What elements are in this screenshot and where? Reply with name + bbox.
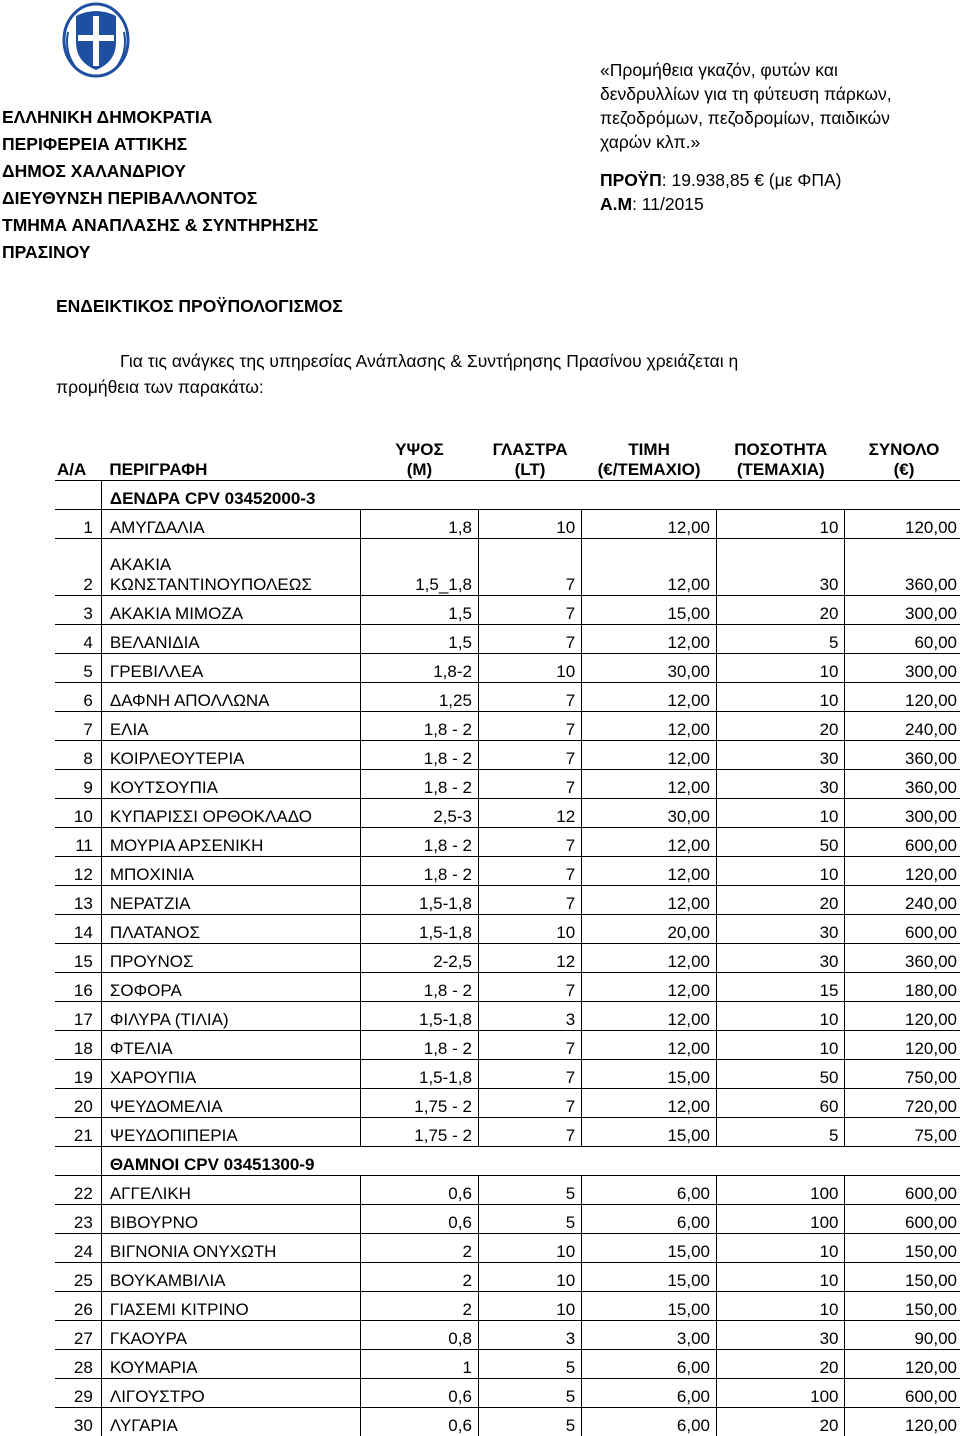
item-total: 120,00	[845, 510, 960, 539]
org-line: ΕΛΛΗΝΙΚΗ ΔΗΜΟΚΡΑΤΙΑ	[2, 104, 318, 131]
item-height: 1,8	[360, 510, 478, 539]
item-height: 1,5-1,8	[360, 886, 478, 915]
intro-line-2: προμήθεια των παρακάτω:	[56, 374, 916, 400]
item-pot: 5	[478, 1205, 581, 1234]
table-row	[55, 1002, 960, 1031]
item-total: 720,00	[845, 1089, 960, 1118]
table-row	[55, 1031, 960, 1060]
item-description: ΨΕΥΔΟΜΕΛΙΑ	[101, 1089, 360, 1118]
item-description: ΚΥΠΑΡΙΣΣΙ ΟΡΘΟΚΛΑΔΟ	[101, 799, 360, 828]
item-price: 6,00	[582, 1408, 717, 1436]
item-quantity: 10	[716, 683, 845, 712]
project-budget	[600, 168, 930, 192]
item-quantity: 20	[716, 886, 845, 915]
item-price: 15,00	[582, 1234, 717, 1263]
table-row	[55, 857, 960, 886]
item-number: 12	[55, 857, 101, 886]
item-height: 0,8	[360, 1321, 478, 1350]
header-quantity: ΠΟΣΟΤΗΤΑ (ΤΕΜΑΧΙΑ)	[716, 424, 845, 481]
header-pot: ΓΛΑΣΤΡΑ (LT)	[478, 424, 581, 481]
table-row	[55, 1205, 960, 1234]
item-price: 15,00	[582, 1292, 717, 1321]
item-total: 120,00	[845, 1002, 960, 1031]
item-pot: 5	[478, 1379, 581, 1408]
item-total: 300,00	[845, 799, 960, 828]
table-row	[55, 915, 960, 944]
item-height: 1,5	[360, 596, 478, 625]
intro-text	[56, 348, 916, 400]
item-total: 90,00	[845, 1321, 960, 1350]
table-row	[55, 596, 960, 625]
item-total: 180,00	[845, 973, 960, 1002]
item-description: ΓΙΑΣΕΜΙ ΚΙΤΡΙΝΟ	[101, 1292, 360, 1321]
item-pot: 10	[478, 1263, 581, 1292]
item-description: ΕΛΙΑ	[101, 712, 360, 741]
item-total: 120,00	[845, 683, 960, 712]
item-total: 120,00	[845, 1350, 960, 1379]
item-description: ΣΟΦΟΡΑ	[101, 973, 360, 1002]
item-description: ΧΑΡΟΥΠΙΑ	[101, 1060, 360, 1089]
table-row	[55, 539, 960, 596]
item-quantity: 10	[716, 799, 845, 828]
table-row	[55, 1263, 960, 1292]
item-price: 12,00	[582, 741, 717, 770]
item-number: 27	[55, 1321, 101, 1350]
item-number: 1	[55, 510, 101, 539]
item-number: 13	[55, 886, 101, 915]
item-price: 15,00	[582, 1060, 717, 1089]
header-total: ΣΥΝΟΛΟ (€)	[845, 424, 960, 481]
item-total: 240,00	[845, 712, 960, 741]
item-quantity: 10	[716, 1031, 845, 1060]
page-heading: ΕΝΔΕΙΚΤΙΚΟΣ ΠΡΟΫΠΟΛΟΓΙΣΜΟΣ	[56, 296, 343, 317]
item-total: 360,00	[845, 539, 960, 596]
item-quantity: 10	[716, 1292, 845, 1321]
item-height: 1,5-1,8	[360, 1060, 478, 1089]
item-quantity: 15	[716, 973, 845, 1002]
item-number: 9	[55, 770, 101, 799]
item-price: 12,00	[582, 1089, 717, 1118]
item-description: ΛΥΓΑΡΙΑ	[101, 1408, 360, 1436]
item-quantity: 100	[716, 1379, 845, 1408]
item-description: ΦΙΛΥΡΑ (ΤΙΛΙΑ)	[101, 1002, 360, 1031]
item-total: 360,00	[845, 741, 960, 770]
item-price: 12,00	[582, 857, 717, 886]
item-price: 12,00	[582, 712, 717, 741]
header-description: ΠΕΡΙΓΡΑΦΗ	[101, 424, 360, 481]
category-aa-cell	[55, 1147, 101, 1176]
item-price: 12,00	[582, 1031, 717, 1060]
item-number: 22	[55, 1176, 101, 1205]
table-row	[55, 828, 960, 857]
item-price: 12,00	[582, 944, 717, 973]
item-price: 3,00	[582, 1321, 717, 1350]
item-quantity: 20	[716, 596, 845, 625]
item-total: 120,00	[845, 857, 960, 886]
item-description: ΒΙΒΟΥΡΝΟ	[101, 1205, 360, 1234]
org-line: ΠΡΑΣΙΝΟΥ	[2, 239, 318, 266]
item-description: ΜΟΥΡΙΑ ΑΡΣΕΝΙΚΗ	[101, 828, 360, 857]
item-height: 1,5-1,8	[360, 915, 478, 944]
item-number: 15	[55, 944, 101, 973]
category-label: ΔΕΝΔΡΑ CPV 03452000-3	[101, 481, 960, 510]
item-pot: 7	[478, 1060, 581, 1089]
table-row	[55, 1292, 960, 1321]
item-total: 300,00	[845, 654, 960, 683]
item-height: 1	[360, 1350, 478, 1379]
item-height: 1,8-2	[360, 654, 478, 683]
item-total: 600,00	[845, 915, 960, 944]
item-height: 1,25	[360, 683, 478, 712]
item-quantity: 30	[716, 1321, 845, 1350]
item-price: 6,00	[582, 1379, 717, 1408]
budget-label: ΠΡΟΫΠ	[600, 170, 662, 190]
item-total: 150,00	[845, 1292, 960, 1321]
item-number: 24	[55, 1234, 101, 1263]
item-pot: 7	[478, 886, 581, 915]
item-total: 120,00	[845, 1408, 960, 1436]
item-total: 60,00	[845, 625, 960, 654]
budget-value: : 19.938,85 € (με ΦΠΑ)	[662, 170, 842, 190]
project-block	[600, 58, 930, 216]
item-pot: 7	[478, 683, 581, 712]
item-number: 8	[55, 741, 101, 770]
item-price: 12,00	[582, 683, 717, 712]
table-row	[55, 625, 960, 654]
item-description: ΔΑΦΝΗ ΑΠΟΛΛΩΝΑ	[101, 683, 360, 712]
item-number: 4	[55, 625, 101, 654]
item-price: 6,00	[582, 1176, 717, 1205]
item-price: 15,00	[582, 1118, 717, 1147]
item-quantity: 30	[716, 770, 845, 799]
item-price: 12,00	[582, 625, 717, 654]
item-number: 5	[55, 654, 101, 683]
item-description: ΚΟΥΤΣΟΥΠΙΑ	[101, 770, 360, 799]
table-row	[55, 683, 960, 712]
item-price: 6,00	[582, 1350, 717, 1379]
item-quantity: 50	[716, 1060, 845, 1089]
item-quantity: 10	[716, 857, 845, 886]
org-line: ΔΗΜΟΣ ΧΑΛΑΝΔΡΙΟΥ	[2, 158, 318, 185]
intro-line-1: Για τις ανάγκες της υπηρεσίας Ανάπλασης & Συντήρησης Πρασίνου χρειάζεται η	[56, 348, 916, 374]
item-total: 300,00	[845, 596, 960, 625]
table-row	[55, 1234, 960, 1263]
item-description: ΓΚΑΟΥΡΑ	[101, 1321, 360, 1350]
item-height: 2-2,5	[360, 944, 478, 973]
item-pot: 10	[478, 1292, 581, 1321]
am-label: Α.Μ	[600, 194, 632, 214]
item-description: ΒΟΥΚΑΜΒΙΛΙΑ	[101, 1263, 360, 1292]
item-description: ΠΛΑΤΑΝΟΣ	[101, 915, 360, 944]
greek-coat-of-arms-icon	[62, 2, 130, 78]
item-quantity: 30	[716, 539, 845, 596]
item-number: 23	[55, 1205, 101, 1234]
item-quantity: 5	[716, 1118, 845, 1147]
item-description: ΜΠΟΧΙΝΙΑ	[101, 857, 360, 886]
table-header-row	[55, 424, 960, 481]
item-total: 750,00	[845, 1060, 960, 1089]
item-height: 1,8 - 2	[360, 712, 478, 741]
item-pot: 7	[478, 625, 581, 654]
item-total: 360,00	[845, 944, 960, 973]
item-number: 21	[55, 1118, 101, 1147]
item-height: 2	[360, 1292, 478, 1321]
item-pot: 7	[478, 857, 581, 886]
table-row	[55, 886, 960, 915]
item-height: 1,8 - 2	[360, 741, 478, 770]
category-row	[55, 481, 960, 510]
table-row	[55, 1321, 960, 1350]
item-height: 2,5-3	[360, 799, 478, 828]
item-pot: 3	[478, 1002, 581, 1031]
item-number: 28	[55, 1350, 101, 1379]
item-height: 1,8 - 2	[360, 1031, 478, 1060]
item-description: ΒΙΓΝΟΝΙΑ ΟΝΥΧΩΤΗ	[101, 1234, 360, 1263]
item-height: 1,5-1,8	[360, 1002, 478, 1031]
item-price: 12,00	[582, 770, 717, 799]
item-number: 17	[55, 1002, 101, 1031]
item-quantity: 10	[716, 510, 845, 539]
item-price: 12,00	[582, 886, 717, 915]
item-price: 12,00	[582, 828, 717, 857]
item-height: 0,6	[360, 1176, 478, 1205]
header-price: ΤΙΜΗ (€/ΤΕΜΑΧΙΟ)	[582, 424, 717, 481]
item-pot: 10	[478, 915, 581, 944]
item-quantity: 10	[716, 1263, 845, 1292]
item-price: 12,00	[582, 973, 717, 1002]
item-quantity: 100	[716, 1176, 845, 1205]
table-row	[55, 770, 960, 799]
item-pot: 5	[478, 1350, 581, 1379]
item-price: 12,00	[582, 539, 717, 596]
table-row	[55, 1118, 960, 1147]
item-height: 1,8 - 2	[360, 857, 478, 886]
item-pot: 7	[478, 539, 581, 596]
item-pot: 7	[478, 1089, 581, 1118]
item-pot: 7	[478, 1118, 581, 1147]
item-height: 2	[360, 1234, 478, 1263]
budget-table	[55, 424, 960, 1436]
item-number: 20	[55, 1089, 101, 1118]
item-price: 6,00	[582, 1205, 717, 1234]
description-line-2: ΚΩΝΣΤΑΝΤΙΝΟΥΠΟΛΕΩΣ	[110, 575, 358, 595]
item-pot: 7	[478, 1031, 581, 1060]
item-total: 600,00	[845, 1176, 960, 1205]
item-number: 19	[55, 1060, 101, 1089]
item-pot: 7	[478, 973, 581, 1002]
item-price: 30,00	[582, 654, 717, 683]
item-description: ΨΕΥΔΟΠΙΠΕΡΙΑ	[101, 1118, 360, 1147]
item-quantity: 60	[716, 1089, 845, 1118]
item-total: 150,00	[845, 1263, 960, 1292]
table-row	[55, 1060, 960, 1089]
item-height: 1,8 - 2	[360, 828, 478, 857]
item-total: 600,00	[845, 828, 960, 857]
item-number: 25	[55, 1263, 101, 1292]
item-description: ΒΕΛΑΝΙΔΙΑ	[101, 625, 360, 654]
item-quantity: 30	[716, 944, 845, 973]
table-row	[55, 712, 960, 741]
item-height: 1,5_1,8	[360, 539, 478, 596]
item-quantity: 20	[716, 1408, 845, 1436]
item-number: 3	[55, 596, 101, 625]
item-pot: 7	[478, 712, 581, 741]
item-number: 26	[55, 1292, 101, 1321]
item-total: 360,00	[845, 770, 960, 799]
org-line: ΔΙΕΥΘΥΝΣΗ ΠΕΡΙΒΑΛΛΟΝΤΟΣ	[2, 185, 318, 212]
item-height: 1,8 - 2	[360, 770, 478, 799]
item-number: 16	[55, 973, 101, 1002]
item-quantity: 100	[716, 1205, 845, 1234]
item-description: ΑΚΑΚΙΑ ΜΙΜΟΖΑ	[101, 596, 360, 625]
table-row	[55, 510, 960, 539]
item-pot: 10	[478, 510, 581, 539]
header-aa: Α/Α	[55, 424, 101, 481]
item-quantity: 10	[716, 1234, 845, 1263]
category-label: ΘΑΜΝΟΙ CPV 03451300-9	[101, 1147, 960, 1176]
item-pot: 12	[478, 799, 581, 828]
table-row	[55, 654, 960, 683]
item-number: 6	[55, 683, 101, 712]
table-row	[55, 944, 960, 973]
item-quantity: 10	[716, 654, 845, 683]
table-row	[55, 973, 960, 1002]
item-pot: 7	[478, 596, 581, 625]
item-number: 18	[55, 1031, 101, 1060]
item-total: 600,00	[845, 1205, 960, 1234]
org-line: ΤΜΗΜΑ ΑΝΑΠΛΑΣΗΣ & ΣΥΝΤΗΡΗΣΗΣ	[2, 212, 318, 239]
item-number: 10	[55, 799, 101, 828]
item-quantity: 20	[716, 712, 845, 741]
project-am	[600, 192, 930, 216]
item-height: 0,6	[360, 1408, 478, 1436]
item-price: 12,00	[582, 510, 717, 539]
item-pot: 12	[478, 944, 581, 973]
item-description: ΚΟΥΜΑΡΙΑ	[101, 1350, 360, 1379]
item-price: 12,00	[582, 1002, 717, 1031]
table-row	[55, 1350, 960, 1379]
item-quantity: 30	[716, 741, 845, 770]
item-height: 2	[360, 1263, 478, 1292]
item-quantity: 5	[716, 625, 845, 654]
item-height: 0,6	[360, 1205, 478, 1234]
item-number: 2	[55, 539, 101, 596]
item-description: ΦΤΕΛΙΑ	[101, 1031, 360, 1060]
header-height: ΥΨΟΣ (Μ)	[360, 424, 478, 481]
table-row	[55, 741, 960, 770]
item-number: 14	[55, 915, 101, 944]
item-total: 75,00	[845, 1118, 960, 1147]
item-number: 30	[55, 1408, 101, 1436]
item-pot: 3	[478, 1321, 581, 1350]
item-height: 0,6	[360, 1379, 478, 1408]
item-number: 7	[55, 712, 101, 741]
item-description	[101, 539, 360, 596]
item-pot: 5	[478, 1408, 581, 1436]
item-pot: 7	[478, 741, 581, 770]
item-number: 11	[55, 828, 101, 857]
item-height: 1,75 - 2	[360, 1118, 478, 1147]
item-total: 120,00	[845, 1031, 960, 1060]
item-description: ΑΓΓΕΛΙΚΗ	[101, 1176, 360, 1205]
table-row	[55, 799, 960, 828]
category-row	[55, 1147, 960, 1176]
am-value: : 11/2015	[632, 194, 704, 214]
table-row	[55, 1176, 960, 1205]
item-quantity: 50	[716, 828, 845, 857]
item-pot: 7	[478, 828, 581, 857]
item-description: ΑΜΥΓΔΑΛΙΑ	[101, 510, 360, 539]
item-quantity: 30	[716, 915, 845, 944]
item-quantity: 20	[716, 1350, 845, 1379]
item-total: 600,00	[845, 1379, 960, 1408]
item-number: 29	[55, 1379, 101, 1408]
org-line: ΠΕΡΙΦΕΡΕΙΑ ΑΤΤΙΚΗΣ	[2, 131, 318, 158]
table-row	[55, 1379, 960, 1408]
item-description: ΠΡΟΥΝΟΣ	[101, 944, 360, 973]
item-quantity: 10	[716, 1002, 845, 1031]
item-total: 150,00	[845, 1234, 960, 1263]
item-total: 240,00	[845, 886, 960, 915]
item-description: ΓΡΕΒΙΛΛΕΑ	[101, 654, 360, 683]
project-title: «Προμήθεια γκαζόν, φυτών και δενδρυλλίων για τη φύτευση πάρκων, πεζοδρόμων, πεζοδρομίων, παιδικών χαρών κλπ.»	[600, 58, 930, 154]
description-line-1: ΑΚΑΚΙΑ	[110, 555, 358, 575]
item-description: ΛΙΓΟΥΣΤΡΟ	[101, 1379, 360, 1408]
item-description: ΚΟΙΡΛΕΟΥΤΕΡΙΑ	[101, 741, 360, 770]
item-height: 1,5	[360, 625, 478, 654]
table-row	[55, 1089, 960, 1118]
item-pot: 10	[478, 654, 581, 683]
item-height: 1,75 - 2	[360, 1089, 478, 1118]
item-price: 15,00	[582, 1263, 717, 1292]
organization-block	[2, 104, 318, 266]
item-pot: 7	[478, 770, 581, 799]
item-height: 1,8 - 2	[360, 973, 478, 1002]
item-price: 15,00	[582, 596, 717, 625]
item-price: 30,00	[582, 799, 717, 828]
item-pot: 5	[478, 1176, 581, 1205]
table-row	[55, 1408, 960, 1436]
item-price: 20,00	[582, 915, 717, 944]
category-aa-cell	[55, 481, 101, 510]
item-pot: 10	[478, 1234, 581, 1263]
item-description: ΝΕΡΑΤΖΙΑ	[101, 886, 360, 915]
